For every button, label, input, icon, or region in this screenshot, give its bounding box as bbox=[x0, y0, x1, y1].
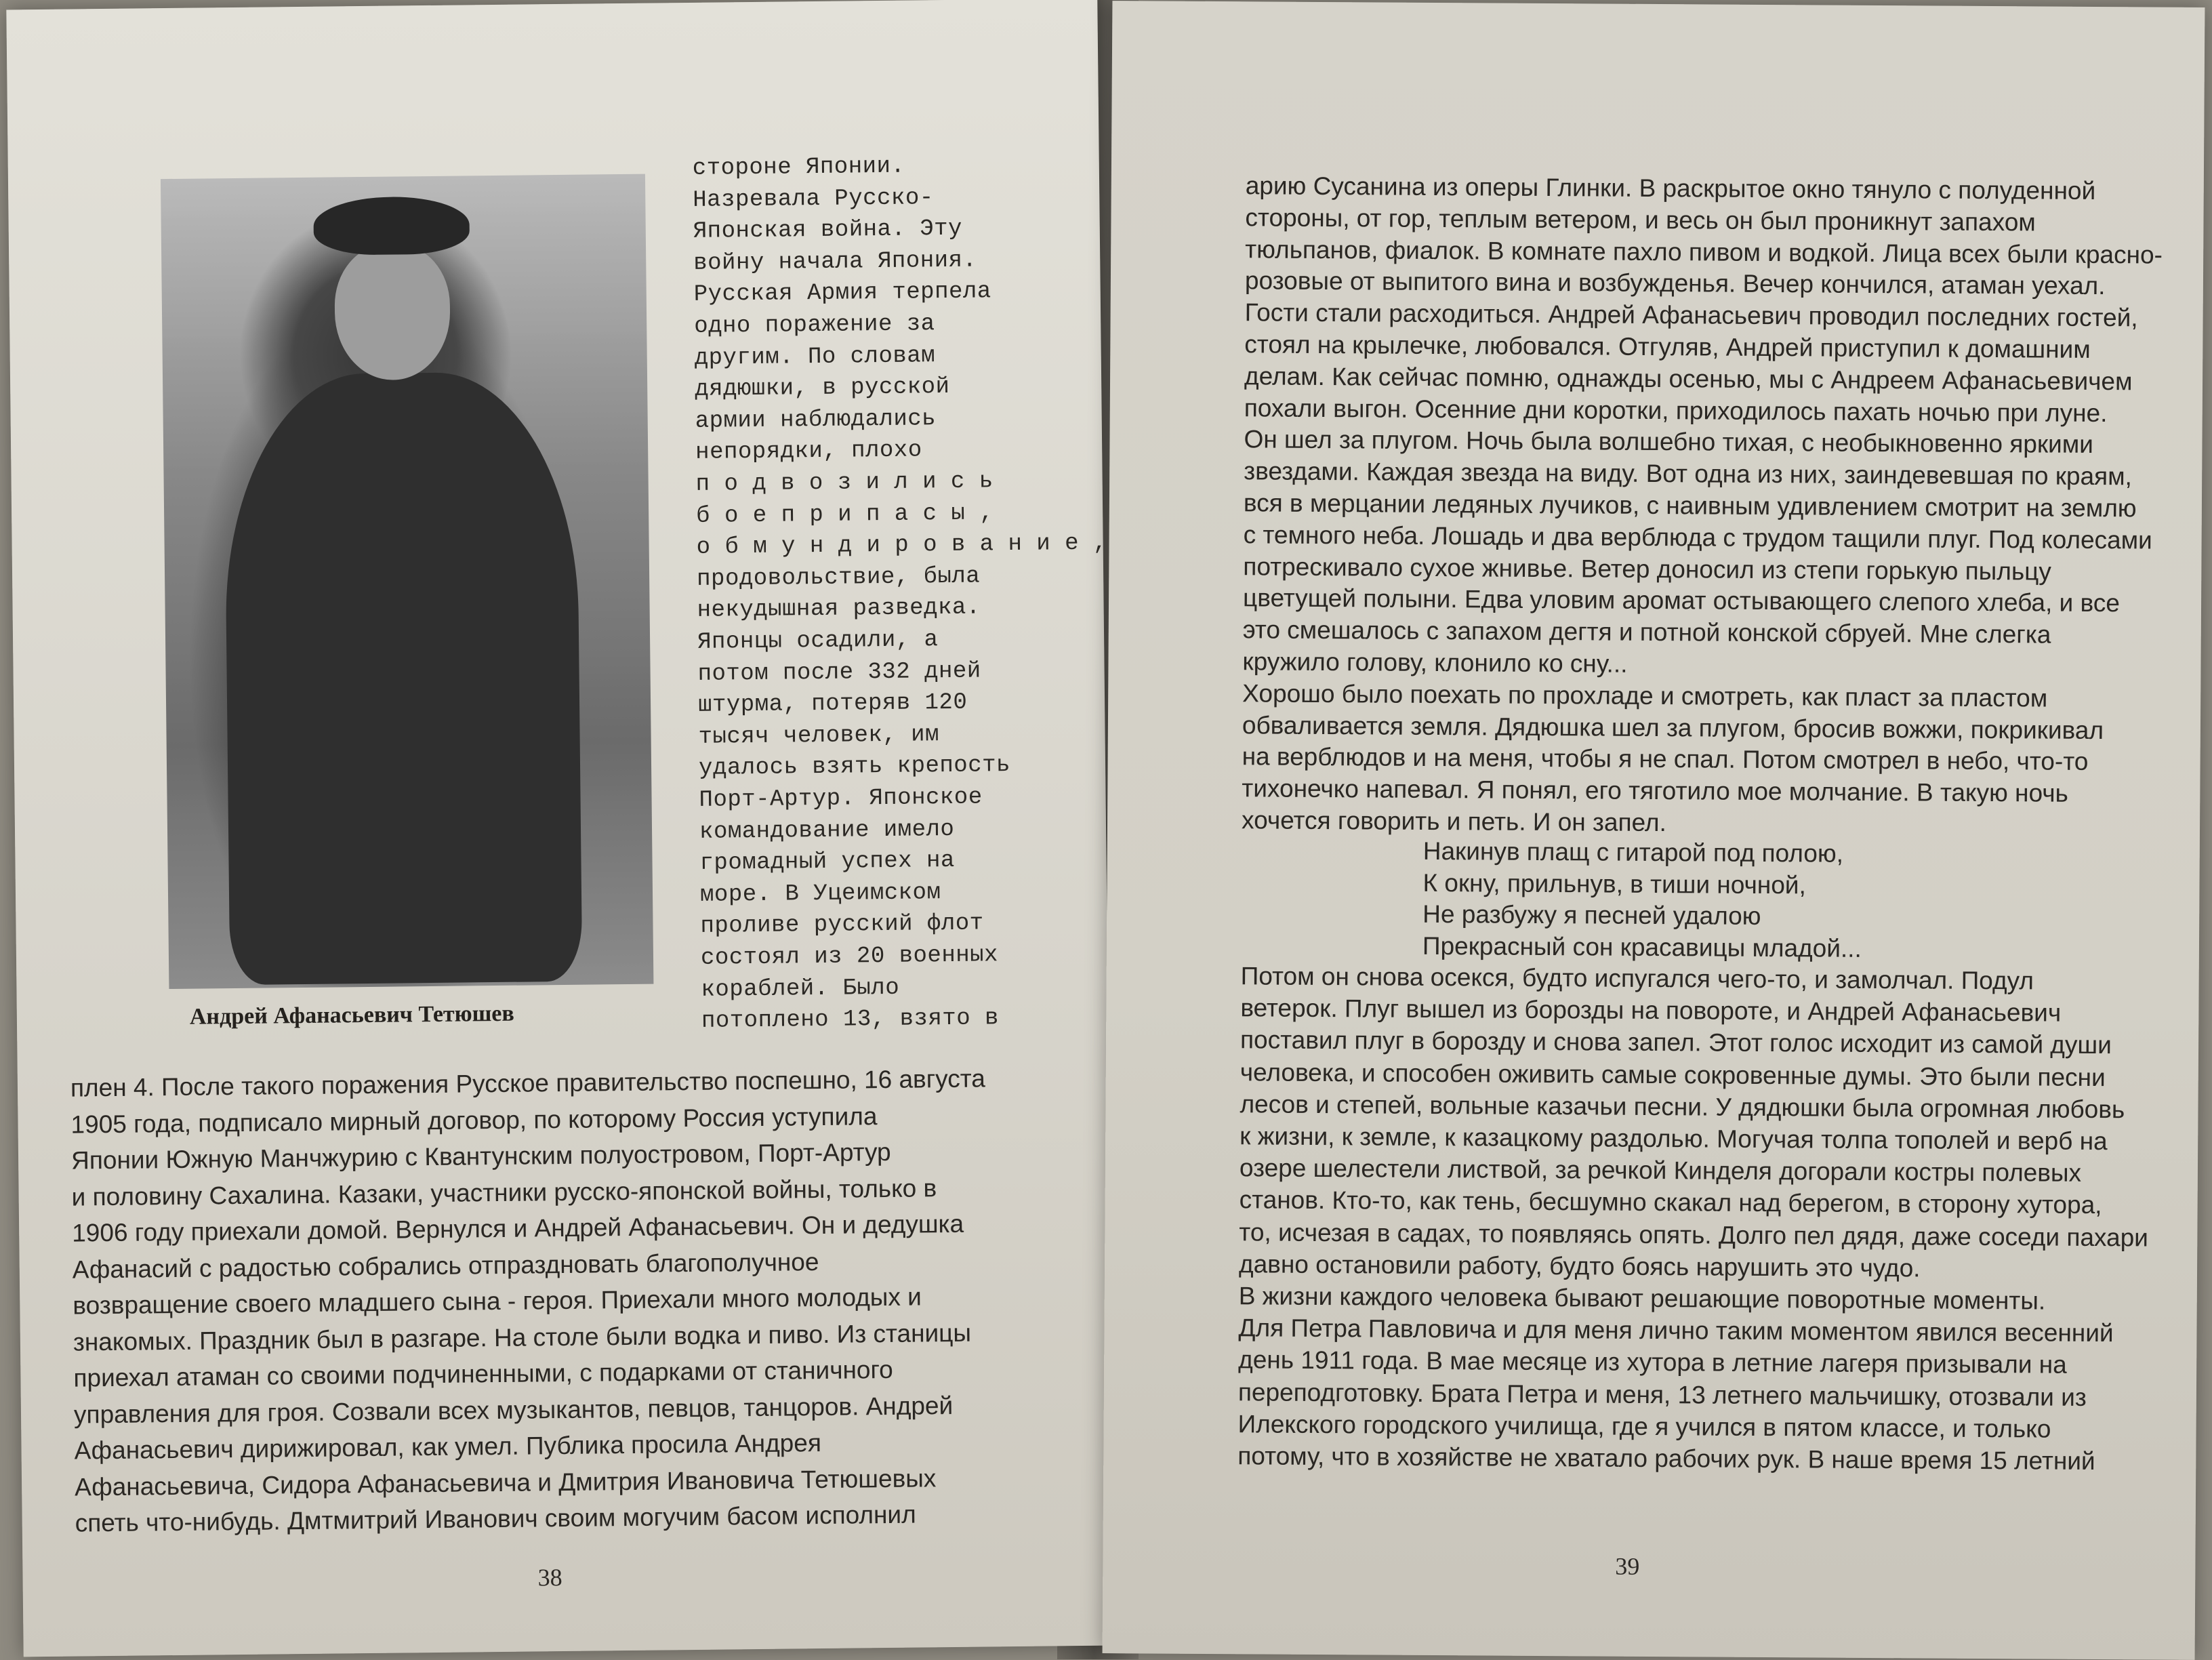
body-line: переподготовку. Брата Петра и меня, 13 летнего мальчишку, отозвали из bbox=[1237, 1377, 2087, 1411]
column-line: кораблей. Было bbox=[701, 975, 900, 1003]
column-line: стороне Японии. bbox=[692, 153, 905, 182]
body-line: обваливается земля. Дядюшка шел за плугом, бросив вожжи, покрикивал bbox=[1242, 710, 2104, 744]
column-line: море. В Уцеимском bbox=[699, 879, 941, 908]
column-line: тысяч человек, им bbox=[698, 721, 940, 750]
body-line: с темного неба. Лошадь и два верблюда с трудом тащили плуг. Под колесами bbox=[1243, 521, 2152, 554]
column-line: проливе русский флот bbox=[700, 910, 984, 940]
column-line: б о е п р и п а с ы , bbox=[695, 500, 994, 529]
column-line: удалось взять крепость bbox=[698, 752, 1011, 782]
column-line: штурма, потеряв 120 bbox=[697, 689, 968, 719]
body-line: лесов и степей, вольные казачьи песни. У дядюшки была огромная любовь bbox=[1240, 1090, 2125, 1124]
page-number-right: 39 bbox=[1615, 1552, 1640, 1580]
body-line: 1906 году приехали домой. Вернулся и Андрей Афанасьевич. Он и дедушка bbox=[72, 1209, 964, 1247]
body-line: приехал атаман со своими подчиненными, с подарками от станичного bbox=[73, 1355, 893, 1392]
body-line: управления для гроя. Созвали всех музыкантов, певцов, танцоров. Андрей bbox=[73, 1391, 954, 1429]
body-line: давно остановили работу, будто боясь нарушить это чудо. bbox=[1238, 1250, 1921, 1282]
column-line: другим. По словам bbox=[694, 342, 936, 371]
column-line: потоплено 13, взято в bbox=[701, 1005, 1000, 1035]
body-line: Илекского городского училища, где я учился в пятом классе, и только bbox=[1237, 1410, 2051, 1443]
column-line: войну начала Япония. bbox=[693, 247, 977, 277]
body-line: спеть что-нибудь. Дмтмитрий Иванович своим могучим басом исполнил bbox=[75, 1500, 916, 1537]
body-line: Афанасий с радостью собрались отпраздновать благополучное bbox=[72, 1247, 819, 1284]
photo-figure-face bbox=[334, 244, 451, 381]
column-line: дядюшки, в русской bbox=[695, 374, 950, 403]
body-line: то, исчезая в садах, то появляясь опять. Долго пел дядя, даже соседи пахари bbox=[1239, 1217, 2149, 1252]
body-line: на верблюдов и на меня, чтобы я не спал. Потом смотрел в небо, что-то bbox=[1242, 742, 2089, 776]
column-line: одно поражение за bbox=[694, 311, 935, 340]
body-line: станов. Кто-то, как тень, бесшумно скакал над берегом, в сторону хутора, bbox=[1239, 1186, 2102, 1219]
body-line: стороны, от гор, теплым ветером, и весь он был проникнут запахом bbox=[1245, 203, 2036, 237]
column-line: Порт-Артур. Японское bbox=[699, 784, 983, 813]
column-line: Русская Армия терпела bbox=[693, 279, 991, 308]
body-line: Хорошо было поехать по прохладе и смотреть, как пласт за пластом bbox=[1242, 679, 2048, 712]
column-line: о б м у н д и р о в а н и е , bbox=[696, 530, 1108, 561]
left-page bbox=[6, 0, 1114, 1657]
body-line: Он шел за плугом. Ночь была волшебно тихая, с необыкновенно яркими bbox=[1244, 425, 2094, 459]
column-line: некудышная разведка. bbox=[697, 594, 981, 624]
body-line: человека, и способен оживить самые сокровенные думы. Это были песни bbox=[1240, 1057, 2106, 1091]
column-line: непорядки, плохо bbox=[695, 437, 922, 466]
column-line: Назревала Русско- bbox=[693, 184, 934, 214]
body-line: кружило голову, клонило ко сну... bbox=[1242, 647, 1628, 678]
photo-figure-cap bbox=[313, 196, 470, 255]
verse-line: Накинув плащ с гитарой под полою, bbox=[1422, 836, 1844, 868]
column-line: продовольствие, была bbox=[696, 563, 981, 592]
column-line: громадный успех на bbox=[699, 848, 956, 877]
body-line: Афанасьевича, Сидора Афанасьевича и Дмитрия Ивановича Тетюшевых bbox=[74, 1463, 937, 1501]
photo-figure-body bbox=[224, 371, 582, 985]
body-line: день 1911 года. В мае месяце из хутора в летние лагеря призывали на bbox=[1238, 1345, 2067, 1379]
body-line: звездами. Каждая звезда на виду. Вот одна из них, заиндевевшая по краям, bbox=[1244, 457, 2133, 491]
body-line: похали выгон. Осенние дни коротки, приходилось пахать ночью при луне. bbox=[1244, 393, 2108, 427]
column-line: состоял из 20 военных bbox=[700, 942, 999, 971]
body-line: Для Петра Павловича и для меня лично таким моментом явился весенний bbox=[1238, 1314, 2114, 1348]
body-line: поставил плуг в борозду и снова запел. Этот голос исходит из самой души bbox=[1240, 1026, 2112, 1059]
body-line: потрескивало сухое жнивье. Ветер доносил из степи горькую пыльцу bbox=[1243, 552, 2052, 586]
body-line: розовые от выпитого вина и возбужденья. Вечер кончился, атаман уехал. bbox=[1244, 266, 2106, 300]
column-line: командование имело bbox=[699, 816, 955, 845]
portrait-photo bbox=[161, 174, 653, 989]
body-line: Японии Южную Манчжурию с Квантунским полуостровом, Порт-Артур bbox=[70, 1137, 891, 1175]
body-line: и половину Сахалина. Казаки, участники русско-японской войны, только в bbox=[71, 1173, 937, 1211]
body-line: Гости стали расходиться. Андрей Афанасьевич проводил последних гостей, bbox=[1244, 298, 2138, 332]
body-line: делам. Как сейчас помню, однажды осенью, мы с Андреем Афанасьевичем bbox=[1244, 362, 2133, 396]
column-line: п о д в о з и л и с ь bbox=[695, 468, 994, 498]
column-line: армии наблюдались bbox=[695, 405, 937, 434]
right-page bbox=[1103, 1, 2205, 1660]
body-line: тюльпанов, фиалок. В комнате пахло пивом и водкой. Лица всех были красно- bbox=[1245, 235, 2163, 269]
body-line: озере шелестели листвой, за речкой Кинделя догорали костры полевых bbox=[1239, 1154, 2082, 1188]
body-line: Афанасьевич дирижировал, как умел. Публика просила Андрея bbox=[74, 1429, 822, 1465]
page-number-left: 38 bbox=[537, 1564, 562, 1592]
body-line: хочется говорить и петь. И он запел. bbox=[1241, 806, 1666, 837]
body-line: 1905 года, подписало мирный договор, по которому Россия уступила bbox=[70, 1101, 878, 1139]
body-line: вся в мерцании ледяных лучиков, с наивным удивлением смотрит на землю bbox=[1243, 489, 2137, 523]
body-line: потому, что в хозяйстве не хватало рабочих рук. В наше время 15 летний bbox=[1237, 1442, 2095, 1475]
column-line: Японская война. Эту bbox=[693, 216, 963, 245]
verse-line: Не разбужу я песней удалою bbox=[1422, 899, 1761, 930]
column-line: потом после 332 дней bbox=[697, 658, 981, 687]
body-line: к жизни, к земле, к казацкому раздолью. Могучая толпа тополей и верб на bbox=[1240, 1122, 2108, 1156]
body-line: возвращение своего младшего сына - героя. Приехали много молодых и bbox=[73, 1282, 922, 1320]
body-line: тихонечко напевал. Я понял, его тяготило мое молчание. В такую ночь bbox=[1242, 774, 2069, 807]
column-line: Японцы осадили, а bbox=[697, 627, 939, 655]
body-text-right-part1 bbox=[1112, 1, 2205, 837]
body-line: стоял на крылечке, любовался. Отгуляв, Андрей приступил к домашним bbox=[1244, 330, 2091, 363]
photo-caption: Андрей Афанасьевич Тетюшев bbox=[189, 1000, 514, 1030]
body-line: это смешалось с запахом дегтя и потной конской сбруей. Мне слегка bbox=[1242, 615, 2051, 649]
body-line: Потом он снова осекся, будто испугался чего-то, и замолчал. Подул bbox=[1240, 962, 2034, 995]
body-line: плен 4. После такого поражения Русское правительство поспешно, 16 августа bbox=[70, 1064, 986, 1102]
body-line: цветущей полыни. Едва уловим аромат остывающего слепого хлеба, и все bbox=[1242, 584, 2121, 618]
body-line: знакомых. Праздник был в разгаре. На столе были водка и пиво. Из станицы bbox=[73, 1318, 972, 1356]
body-line: арию Сусанина из оперы Глинки. В раскрытое окно тянуло с полуденной bbox=[1245, 171, 2096, 205]
verse-line: К окну, прильнув, в тиши ночной, bbox=[1422, 868, 1806, 899]
body-line: В жизни каждого человека бывают решающие поворотные моменты. bbox=[1238, 1282, 2046, 1315]
body-line: ветерок. Плуг вышел из борозды на повороте, и Андрей Афанасьевич bbox=[1240, 994, 2062, 1027]
verse-line: Прекрасный сон красавицы младой... bbox=[1422, 931, 1862, 963]
